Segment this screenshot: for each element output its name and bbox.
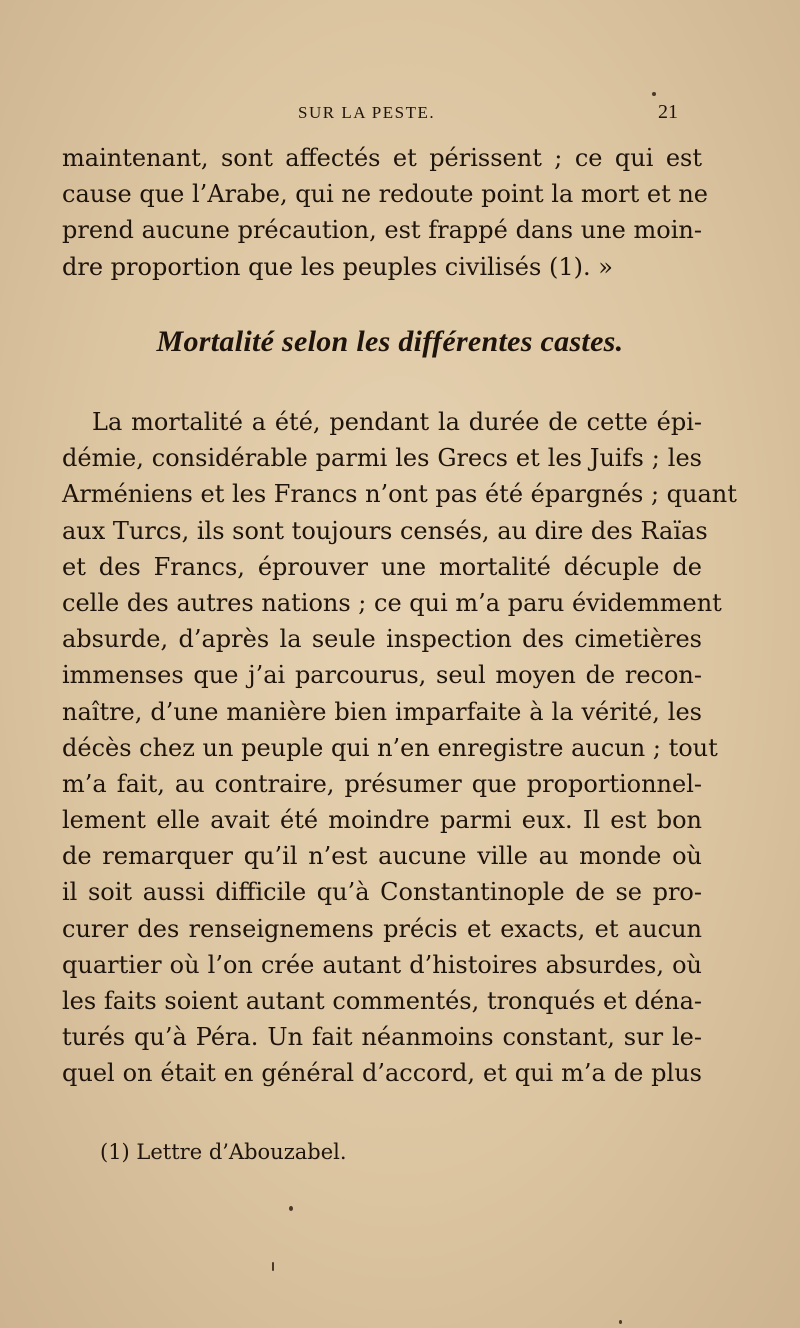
text-line: décès chez un peuple qui n’en enregistre aucun ; tout	[62, 733, 718, 762]
text-line: quartier où l’on crée autant d’histoires absurdes, où	[62, 950, 702, 979]
text-line: naître, d’une manière bien imparfaite à la vérité, les	[62, 697, 702, 726]
text-line: Arméniens et les Francs n’ont pas été épargnés ; quant	[62, 480, 737, 509]
text-line: lement elle avait été moindre parmi eux. Il est bon	[62, 806, 702, 835]
ink-speck	[289, 1206, 293, 1211]
text-line: prend aucune précaution, est frappé dans une moin-	[62, 216, 702, 245]
paragraph-mortality	[62, 404, 737, 1092]
text-line: et des Francs, éprouver une mortalité décuple de	[62, 552, 702, 581]
text-line: absurde, d’après la seule inspection des cimetières	[62, 625, 702, 654]
text-line: cause que l’Arabe, qui ne redoute point la mort et ne	[62, 180, 709, 209]
section-heading-text: Mortalité selon les différentes castes.	[156, 325, 624, 358]
text-line: immenses que j’ai parcourus, seul moyen de recon-	[62, 661, 702, 690]
text-line: aux Turcs, ils sont toujours censés, au dire des Raïas	[62, 516, 708, 545]
text-line: il soit aussi difficile qu’à Constantinople de se pro-	[62, 878, 702, 907]
text-line: quel on était en général d’accord, et qui m’a de plus	[62, 1059, 702, 1088]
ink-speck	[652, 92, 656, 96]
paragraph-continued	[62, 140, 709, 285]
text-line: turés qu’à Péra. Un fait néanmoins constant, sur le-	[62, 1023, 702, 1052]
footnote: (1) Lettre d’Abouzabel.	[100, 1140, 347, 1164]
text-line: les faits soient autant commentés, tronqués et déna-	[62, 987, 702, 1015]
text-line: maintenant, sont affectés et périssent ; ce qui est	[62, 144, 702, 172]
page-number: 21	[658, 101, 678, 123]
running-title: SUR LA PESTE.	[298, 103, 436, 122]
text-line: de remarquer qu’il n’est aucune ville au monde où	[62, 842, 702, 871]
text-line: m’a fait, au contraire, présumer que proportionnel-	[62, 769, 702, 798]
text-line: démie, considérable parmi les Grecs et les Juifs ; les	[62, 444, 702, 473]
text-line: celle des autres nations ; ce qui m’a paru évidemment	[62, 588, 722, 617]
ink-speck	[272, 1262, 274, 1271]
ink-speck	[619, 1320, 622, 1324]
text-line: dre proportion que les peuples civilisés (1). »	[62, 252, 613, 281]
text-line: curer des renseignemens précis et exacts, et aucun	[62, 914, 702, 943]
section-heading	[0, 325, 800, 359]
text-line: La mortalité a été, pendant la durée de cette épi-	[92, 408, 702, 436]
running-head	[0, 103, 800, 133]
